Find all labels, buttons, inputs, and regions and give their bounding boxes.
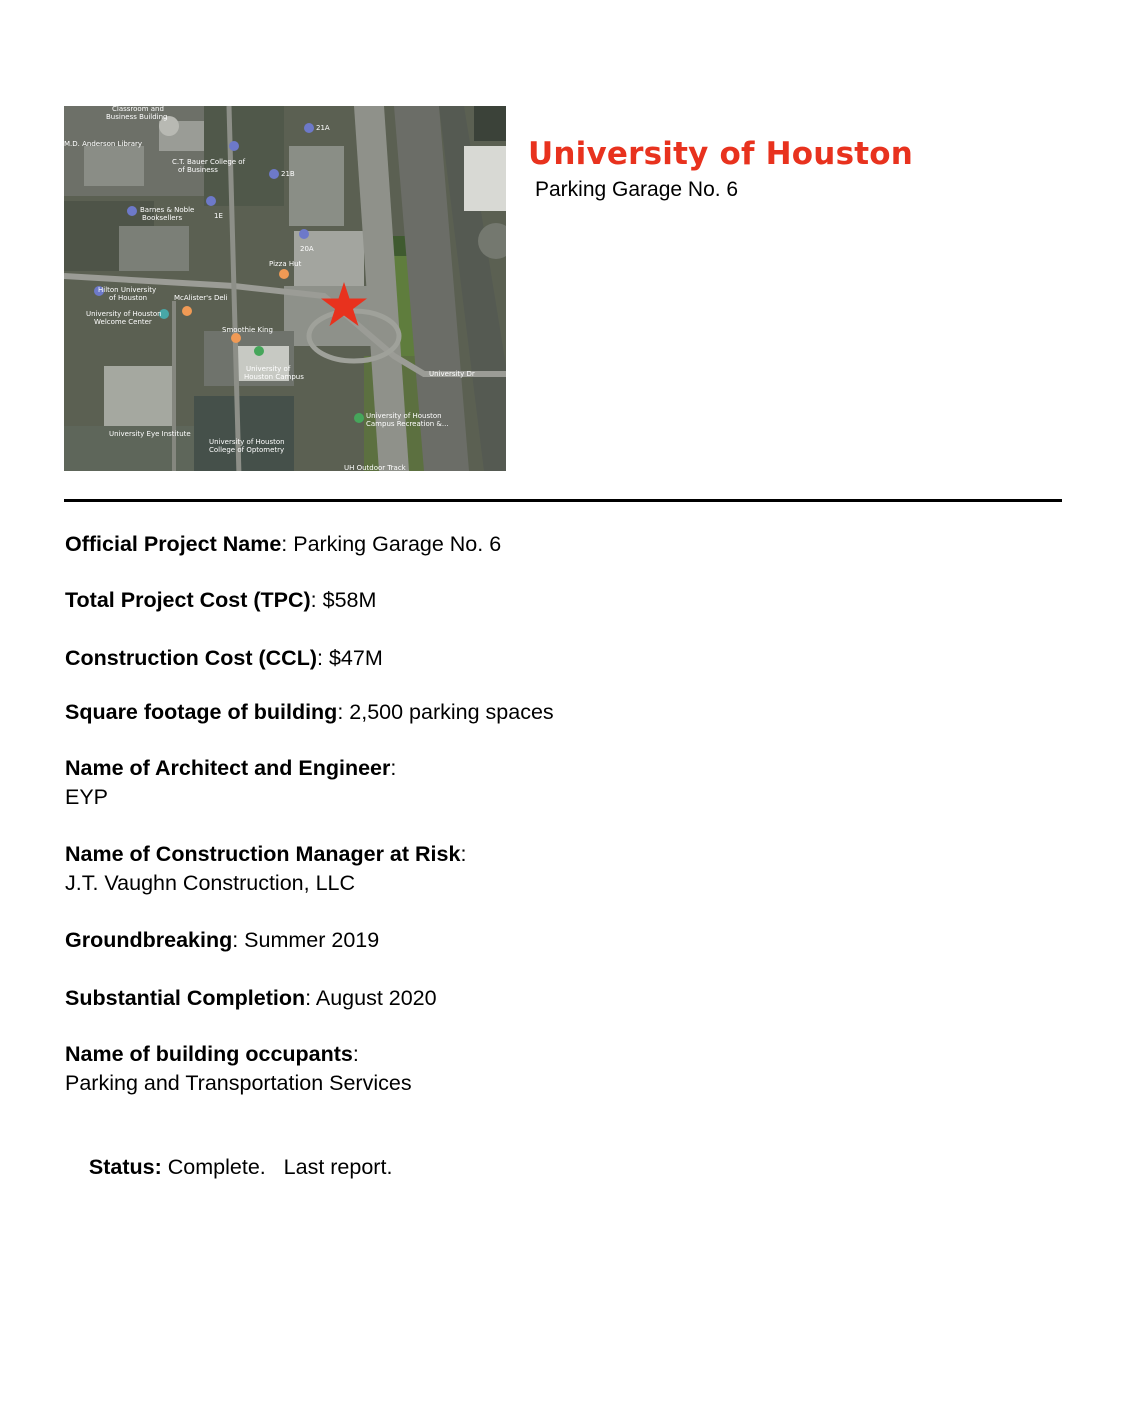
field-value: J.T. Vaughn Construction, LLC — [65, 871, 356, 895]
map-label: Hilton University — [98, 286, 157, 294]
map-label: Booksellers — [142, 214, 183, 222]
map-label: Houston Campus — [244, 373, 304, 381]
field-architect — [65, 754, 396, 812]
field-construction-manager — [65, 840, 466, 898]
field-value: : $47M — [317, 646, 383, 670]
field-substantial-completion — [65, 984, 437, 1013]
map-label: University of Houston — [209, 438, 285, 446]
map-label: 21B — [281, 170, 295, 178]
page-title: University of Houston — [528, 136, 914, 172]
divider — [64, 499, 1062, 502]
map-label: Barnes & Noble — [140, 206, 195, 214]
field-label: Name of building occupants — [65, 1042, 353, 1066]
map-label: University of — [246, 365, 291, 373]
map-label: of Business — [178, 166, 218, 174]
map-label: College of Optometry — [209, 446, 285, 454]
field-colon: : — [352, 1042, 359, 1066]
field-tpc — [65, 586, 376, 615]
field-colon: : — [460, 842, 467, 866]
field-label: Name of Construction Manager at Risk — [65, 842, 461, 866]
field-value: Complete. Last report. — [161, 1155, 393, 1179]
field-value: : $58M — [310, 588, 377, 612]
field-label: Total Project Cost (TPC) — [65, 588, 311, 612]
field-value: : Parking Garage No. 6 — [281, 532, 502, 556]
field-value: : 2,500 parking spaces — [337, 700, 554, 724]
map-label: UH Outdoor Track — [344, 464, 406, 471]
field-label: Official Project Name — [65, 532, 282, 556]
field-occupants — [65, 1040, 412, 1098]
aerial-map-image — [64, 106, 506, 471]
map-label: University of Houston — [86, 310, 162, 318]
field-status — [65, 1124, 392, 1211]
map-label: McAlister's Deli — [174, 294, 228, 302]
field-label: Construction Cost (CCL) — [65, 646, 317, 670]
field-value: Parking and Transportation Services — [65, 1071, 412, 1095]
map-label: Campus Recreation &... — [366, 420, 449, 428]
map-label: 21A — [316, 124, 330, 132]
map-label: University Dr — [429, 370, 475, 378]
location-map — [64, 106, 506, 471]
field-value: EYP — [65, 785, 109, 809]
field-label: Status: — [88, 1155, 162, 1179]
map-label: Pizza Hut — [269, 260, 302, 268]
field-colon: : — [390, 756, 397, 780]
map-label: M.D. Anderson Library — [64, 140, 143, 148]
field-project-name — [65, 530, 501, 559]
map-label: Business Building — [106, 113, 168, 121]
map-label: Welcome Center — [94, 318, 152, 326]
map-label: Classroom and — [112, 106, 164, 113]
field-label: Square footage of building — [65, 700, 338, 724]
page-subtitle: Parking Garage No. 6 — [535, 178, 739, 201]
map-label: University Eye Institute — [109, 430, 191, 438]
map-label: University of Houston — [366, 412, 442, 420]
map-label: of Houston — [109, 294, 148, 302]
field-label: Name of Architect and Engineer — [65, 756, 391, 780]
field-value: : August 2020 — [305, 986, 437, 1010]
map-label: Smoothie King — [222, 326, 273, 334]
field-ccl — [65, 644, 383, 673]
map-label: 20A — [300, 245, 314, 253]
map-label: 1E — [214, 212, 223, 220]
field-label: Substantial Completion — [65, 986, 306, 1010]
field-groundbreaking — [65, 926, 379, 955]
field-square-footage — [65, 698, 554, 727]
field-value: : Summer 2019 — [232, 928, 380, 952]
field-label: Groundbreaking — [65, 928, 233, 952]
map-label: C.T. Bauer College of — [172, 158, 246, 166]
